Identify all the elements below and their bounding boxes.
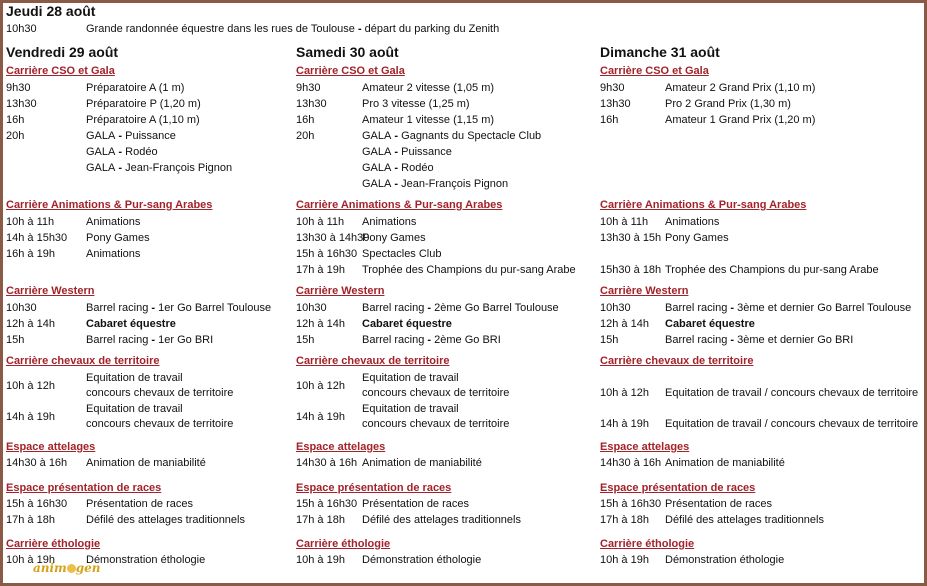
- event-description: [362, 513, 521, 527]
- event-separator: -: [115, 162, 126, 174]
- event-prefix: Barrel racing: [362, 302, 425, 314]
- event-description: [362, 301, 559, 315]
- event-prefix: Barrel racing: [362, 334, 425, 346]
- event-text: Amateur 1 Grand Prix (1,20 m): [665, 114, 816, 126]
- event-text: Démonstration éthologie: [665, 554, 785, 566]
- event-text: Démonstration éthologie: [86, 554, 206, 566]
- event-time: 15h: [296, 334, 315, 346]
- event-prefix: GALA: [362, 178, 392, 190]
- thursday-event-separator: -: [354, 23, 365, 35]
- event-description: [362, 177, 508, 191]
- event-text: Puissance: [125, 130, 176, 142]
- event-text: Défilé des attelages traditionnels: [665, 514, 824, 526]
- event-text: Trophée des Champions du pur-sang Arabe: [665, 264, 879, 276]
- event-time: 20h: [296, 130, 315, 142]
- event-text: Préparatoire A (1,10 m): [86, 114, 200, 126]
- thursday-event-text: Grande randonnée équestre dans les rues de Toulouse: [86, 23, 355, 35]
- event-time: 10h à 11h: [6, 216, 55, 228]
- section-title: Espace attelages: [600, 441, 690, 453]
- event-description: [665, 497, 772, 511]
- event-time: 14h30 à 16h: [600, 457, 662, 469]
- event-time: 15h à 16h30: [296, 248, 358, 260]
- event-description: [362, 402, 459, 416]
- event-description: [362, 553, 481, 567]
- event-text: Pro 2 Grand Prix (1,30 m): [665, 98, 791, 110]
- event-text: Amateur 1 vitesse (1,15 m): [362, 114, 495, 126]
- event-description: [362, 317, 452, 331]
- event-text: Trophée des Champions du pur-sang Arabe: [362, 264, 576, 276]
- event-text: Animation de maniabilité: [86, 457, 206, 469]
- event-description: [665, 456, 785, 470]
- event-description: [665, 231, 729, 245]
- logo-text-right: gen: [75, 561, 101, 575]
- event-description: [86, 456, 206, 470]
- event-text: Animations: [362, 216, 417, 228]
- event-description: [665, 513, 824, 527]
- event-text: Equitation de travail: [362, 372, 459, 384]
- event-separator: -: [391, 146, 402, 158]
- event-time: 15h: [600, 334, 619, 346]
- event-text: Rodéo: [125, 146, 158, 158]
- event-text: Présentation de races: [362, 498, 470, 510]
- section-title: Espace présentation de races: [296, 482, 452, 494]
- event-time: 12h à 14h: [600, 318, 649, 330]
- event-description: [86, 247, 140, 261]
- event-separator: -: [424, 334, 435, 346]
- event-separator: -: [115, 146, 126, 158]
- event-description: [362, 333, 501, 347]
- event-text: Préparatoire A (1 m): [86, 82, 185, 94]
- event-prefix: GALA: [362, 146, 392, 158]
- event-description: [86, 371, 183, 385]
- event-time: 12h à 14h: [6, 318, 55, 330]
- section-title: Carrière Western: [6, 285, 95, 297]
- event-text: Préparatoire P (1,20 m): [86, 98, 201, 110]
- event-description: [665, 215, 719, 229]
- event-text: Spectacles Club: [362, 248, 442, 260]
- event-text: Présentation de races: [86, 498, 194, 510]
- event-text: Equitation de travail / concours chevaux de territoire: [665, 418, 919, 430]
- section-title: Carrière CSO et Gala: [6, 65, 115, 77]
- event-description: [362, 263, 576, 277]
- section-title: Carrière Animations & Pur-sang Arabes: [296, 199, 503, 211]
- event-description: [665, 417, 918, 431]
- event-text: 3ème et dernier Go Barrel Toulouse: [737, 302, 912, 314]
- event-time: 14h à 19h: [296, 411, 345, 423]
- event-text: Cabaret équestre: [86, 318, 176, 330]
- event-separator: -: [391, 178, 402, 190]
- section-title: Espace attelages: [296, 441, 386, 453]
- event-time: 9h30: [600, 82, 625, 94]
- event-description: [665, 97, 791, 111]
- event-time: 10h à 19h: [600, 554, 649, 566]
- event-time: 15h à 16h30: [296, 498, 358, 510]
- event-prefix: Barrel racing: [665, 302, 728, 314]
- event-description: [362, 247, 442, 261]
- event-time: 10h30: [296, 302, 327, 314]
- event-description: [362, 97, 470, 111]
- event-time: 14h à 15h30: [6, 232, 68, 244]
- section-title: Carrière chevaux de territoire: [6, 355, 160, 367]
- event-time: 15h à 16h30: [6, 498, 68, 510]
- event-text: 1er Go Barrel Toulouse: [158, 302, 272, 314]
- event-separator: -: [115, 130, 126, 142]
- event-text: 1er Go BRI: [158, 334, 214, 346]
- section-title: Espace présentation de races: [6, 482, 162, 494]
- event-time: 20h: [6, 130, 25, 142]
- event-description: [665, 386, 918, 400]
- event-text: Jean-François Pignon: [125, 162, 233, 174]
- event-time: 10h à 12h: [600, 387, 649, 399]
- event-description: [86, 333, 213, 347]
- thursday-time: 10h30: [6, 23, 37, 35]
- section-title: Carrière éthologie: [296, 538, 391, 550]
- event-separator: -: [391, 130, 402, 142]
- thursday-title: Jeudi 28 août: [6, 3, 96, 19]
- event-time: 14h30 à 16h: [6, 457, 68, 469]
- event-text: Démonstration éthologie: [362, 554, 482, 566]
- event-description: [86, 129, 176, 143]
- event-time: 10h à 11h: [296, 216, 345, 228]
- event-time: 15h à 16h30: [600, 498, 662, 510]
- event-description: [665, 553, 784, 567]
- event-separator: -: [424, 302, 435, 314]
- event-text: Défilé des attelages traditionnels: [362, 514, 521, 526]
- event-time: 16h: [6, 114, 25, 126]
- event-text: Gagnants du Spectacle Club: [401, 130, 542, 142]
- event-description: [362, 161, 434, 175]
- event-time: 14h à 19h: [6, 411, 55, 423]
- event-description: [665, 113, 815, 127]
- event-text: Amateur 2 Grand Prix (1,10 m): [665, 82, 816, 94]
- event-time: 13h30: [296, 98, 327, 110]
- event-text: Défilé des attelages traditionnels: [86, 514, 245, 526]
- event-prefix: Barrel racing: [86, 334, 149, 346]
- section-title: Carrière Animations & Pur-sang Arabes: [6, 199, 213, 211]
- event-text: Animations: [86, 216, 141, 228]
- event-time: 16h: [296, 114, 315, 126]
- event-time: 15h30 à 18h: [600, 264, 662, 276]
- event-time: 17h à 18h: [296, 514, 345, 526]
- event-text: Animations: [665, 216, 720, 228]
- event-time: 10h30: [600, 302, 631, 314]
- section-title: Carrière Animations & Pur-sang Arabes: [600, 199, 807, 211]
- section-title: Carrière Western: [296, 285, 385, 297]
- event-text: Pony Games: [665, 232, 729, 244]
- event-time: 15h: [6, 334, 25, 346]
- event-separator: -: [727, 302, 738, 314]
- event-time: 13h30 à 15h: [600, 232, 662, 244]
- event-text: Jean-François Pignon: [401, 178, 509, 190]
- event-description-line2: concours chevaux de territoire: [86, 387, 234, 399]
- event-description: [362, 145, 452, 159]
- day-title: Samedi 30 août: [296, 44, 399, 60]
- event-prefix: GALA: [86, 162, 116, 174]
- event-description: [86, 145, 158, 159]
- event-description: [86, 402, 183, 416]
- event-text: Pony Games: [86, 232, 150, 244]
- section-title: Carrière éthologie: [6, 538, 101, 550]
- section-title: Espace attelages: [6, 441, 96, 453]
- event-time: 13h30: [6, 98, 37, 110]
- event-description: [362, 456, 482, 470]
- event-description: [362, 497, 469, 511]
- event-text: Présentation de races: [665, 498, 773, 510]
- event-time: 10h à 12h: [296, 380, 345, 392]
- event-description: [86, 497, 193, 511]
- event-time: 10h30: [6, 302, 37, 314]
- event-time: 17h à 18h: [6, 514, 55, 526]
- event-text: Pony Games: [362, 232, 426, 244]
- event-time: 10h à 19h: [296, 554, 345, 566]
- event-text: Pro 3 vitesse (1,25 m): [362, 98, 470, 110]
- event-prefix: GALA: [362, 130, 392, 142]
- section-title: Carrière CSO et Gala: [600, 65, 709, 77]
- day-title: Dimanche 31 août: [600, 44, 720, 60]
- event-prefix: Barrel racing: [86, 302, 149, 314]
- event-description: [86, 113, 200, 127]
- event-time: 14h30 à 16h: [296, 457, 358, 469]
- event-text: Animations: [86, 248, 141, 260]
- event-description: [86, 553, 205, 567]
- event-text: Equitation de travail: [86, 372, 183, 384]
- event-description: [86, 301, 271, 315]
- event-description: [665, 333, 853, 347]
- event-description-line2: concours chevaux de territoire: [86, 418, 234, 430]
- event-separator: -: [391, 162, 402, 174]
- event-description: [362, 81, 494, 95]
- event-separator: -: [148, 334, 159, 346]
- event-description: [362, 231, 426, 245]
- event-text: Animation de maniabilité: [362, 457, 482, 469]
- event-prefix: GALA: [86, 130, 116, 142]
- event-time: 13h30 à 14h30: [296, 232, 370, 244]
- event-text: 3ème et dernier Go BRI: [737, 334, 854, 346]
- event-time: 17h à 19h: [296, 264, 345, 276]
- logo-text-left: anim: [33, 561, 67, 575]
- event-description: [86, 317, 176, 331]
- thursday-event: [86, 22, 499, 36]
- event-prefix: GALA: [86, 146, 116, 158]
- event-text: Rodéo: [401, 162, 434, 174]
- event-time: 16h à 19h: [6, 248, 55, 260]
- event-description: [665, 301, 911, 315]
- event-text: Equitation de travail / concours chevaux de territoire: [665, 387, 919, 399]
- event-text: Puissance: [401, 146, 452, 158]
- event-text: Cabaret équestre: [665, 318, 755, 330]
- event-text: 2ème Go Barrel Toulouse: [434, 302, 559, 314]
- event-description: [86, 97, 201, 111]
- section-title: Carrière chevaux de territoire: [296, 355, 450, 367]
- event-time: 17h à 18h: [600, 514, 649, 526]
- event-time: 9h30: [296, 82, 321, 94]
- section-title: Espace présentation de races: [600, 482, 756, 494]
- event-description: [86, 215, 140, 229]
- event-time: 10h à 19h: [6, 554, 55, 566]
- event-description: [362, 129, 541, 143]
- event-prefix: GALA: [362, 162, 392, 174]
- event-description: [665, 81, 815, 95]
- event-time: 10h à 12h: [6, 380, 55, 392]
- event-text: Equitation de travail: [362, 403, 459, 415]
- section-title: Carrière chevaux de territoire: [600, 355, 754, 367]
- event-prefix: Barrel racing: [665, 334, 728, 346]
- event-description: [362, 371, 459, 385]
- event-description: [86, 231, 150, 245]
- event-time: 16h: [600, 114, 619, 126]
- event-text: Equitation de travail: [86, 403, 183, 415]
- event-description: [665, 263, 879, 277]
- event-description-line2: concours chevaux de territoire: [362, 418, 510, 430]
- event-description-line2: concours chevaux de territoire: [362, 387, 510, 399]
- event-description: [86, 161, 232, 175]
- event-description: [362, 215, 416, 229]
- event-text: Cabaret équestre: [362, 318, 452, 330]
- section-title: Carrière Western: [600, 285, 689, 297]
- event-separator: -: [148, 302, 159, 314]
- event-time: 12h à 14h: [296, 318, 345, 330]
- event-separator: -: [727, 334, 738, 346]
- event-description: [86, 81, 184, 95]
- event-time: 13h30: [600, 98, 631, 110]
- event-time: 14h à 19h: [600, 418, 649, 430]
- thursday-event-end: départ du parking du Zenith: [364, 23, 500, 35]
- section-title: Carrière CSO et Gala: [296, 65, 405, 77]
- event-description: [86, 513, 245, 527]
- event-description: [362, 113, 494, 127]
- event-text: Animation de maniabilité: [665, 457, 785, 469]
- event-text: 2ème Go BRI: [434, 334, 501, 346]
- event-time: 10h à 11h: [600, 216, 649, 228]
- event-text: Amateur 2 vitesse (1,05 m): [362, 82, 495, 94]
- event-time: 9h30: [6, 82, 31, 94]
- logo-o-icon: [67, 564, 76, 573]
- day-title: Vendredi 29 août: [6, 44, 119, 60]
- section-title: Carrière éthologie: [600, 538, 695, 550]
- event-description: [665, 317, 755, 331]
